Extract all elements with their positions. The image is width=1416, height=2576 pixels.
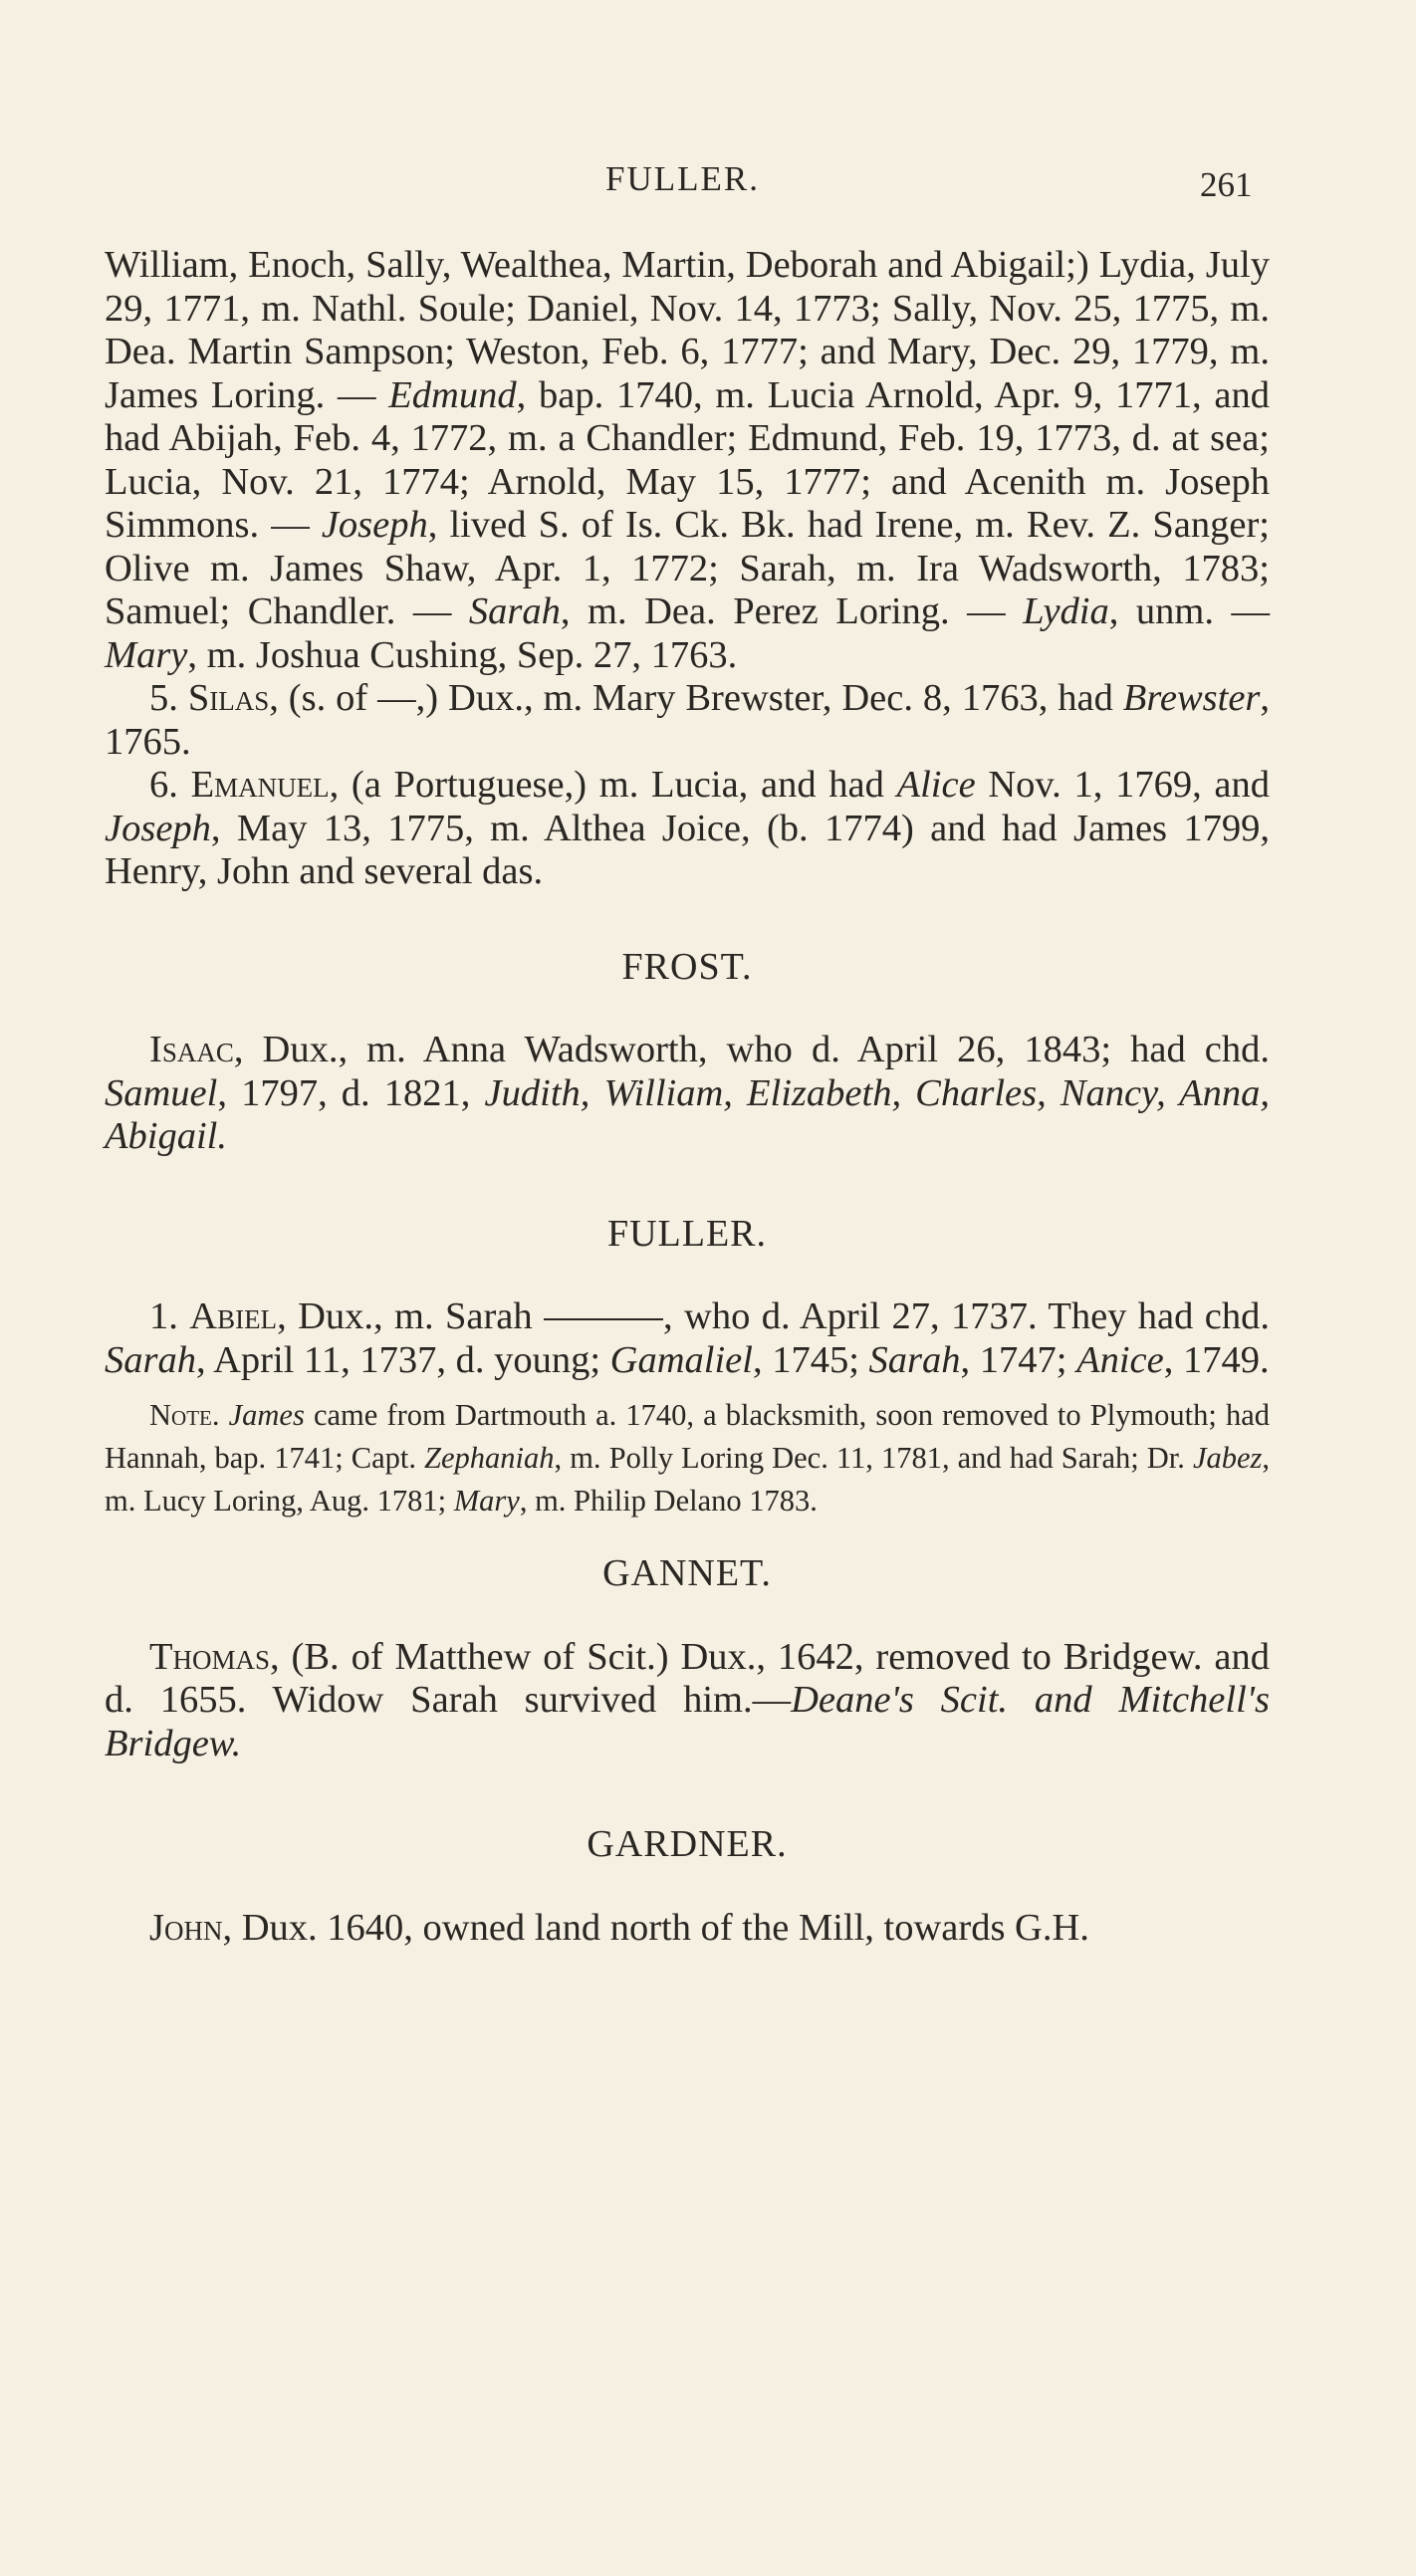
blank-dash [544, 1318, 663, 1320]
page-number: 261 [1200, 165, 1253, 204]
section-heading-gannet: GANNET. [602, 1552, 772, 1594]
entry-john-gardner: John, Dux. 1640, owned land north of the Mill, towards G.H. [149, 1906, 1089, 1949]
entry-abiel-fuller: 1. Abiel, Dux., m. Sarah , who d. April 27, 1737. They had chd. Sarah, April 11, 1737, d. young; Gamaliel, 1745; Sarah, 1747; Anice, 1749. [105, 1295, 1270, 1381]
running-head [0, 159, 1416, 209]
page-body [105, 244, 1270, 1950]
section-heading-fuller: FULLER. [606, 1212, 768, 1255]
note-paragraph: Note. James came from Dartmouth a. 1740, a blacksmith, soon removed to Plymouth; had Hannah, bap. 1741; Capt. Zephaniah, m. Polly Loring Dec. 11, 1781, and had Sarah; Dr. Jabez, m. Lucy Loring, Aug. 1781; Mary, m. Philip Delano 1783. [105, 1398, 1271, 1518]
entry-isaac-frost: Isaac, Dux., m. Anna Wadsworth, who d. April 26, 1843; had chd. Samuel, 1797, d. 1821, Judith, William, Elizabeth, Charles, Nancy, Anna, Abigail. [105, 1029, 1270, 1157]
entry-thomas-gannet: Thomas, (B. of Matthew of Scit.) Dux., 1642, removed to Bridgew. and d. 1655. Widow Sarah survived him.—Deane's Scit. and Mitchell's Bridgew. [105, 1635, 1270, 1764]
section-heading-frost: FROST. [621, 945, 753, 988]
entry-emanuel: 6. Emanuel, (a Portuguese,) m. Lucia, and had Alice Nov. 1, 1769, and Joseph, May 13, 1775, m. Althea Joice, (b. 1774) and had James 1799, Henry, John and several das. [105, 764, 1270, 892]
section-heading-gardner: GARDNER. [587, 1823, 788, 1865]
running-title: FULLER. [605, 159, 760, 198]
fuller-continued-paragraph: William, Enoch, Sally, Wealthea, Martin, Deborah and Abigail;) Lydia, July 29, 1771, m. Nathl. Soule; Daniel, Nov. 14, 1773; Sally, Nov. 25, 1775, m. Dea. Martin Sampson; Weston, Feb. 6, 1777; and Mary, Dec. 29, 1779, m. James Loring. — Edmund, bap. 1740, m. Lucia Arnold, Apr. 9, 1771, and had Abijah, Feb. 4, 1772, m. a Chandler; Edmund, Feb. 19, 1773, d. at sea; Lucia, Nov. 21, 1774; Arnold, May 15, 1777; and Acenith m. Joseph Simmons. — Joseph, lived S. of Is. Ck. Bk. had Irene, m. Rev. Z. Sanger; Olive m. James Shaw, Apr. 1, 1772; Sarah, m. Ira Wadsworth, 1783; Samuel; Chandler. — Sarah, m. Dea. Perez Loring. — Lydia, unm. — Mary, m. Joshua Cushing, Sep. 27, 1763. [105, 244, 1271, 676]
entry-silas: 5. Silas, (s. of —,) Dux., m. Mary Brewster, Dec. 8, 1763, had Brewster, 1765. [105, 677, 1271, 763]
